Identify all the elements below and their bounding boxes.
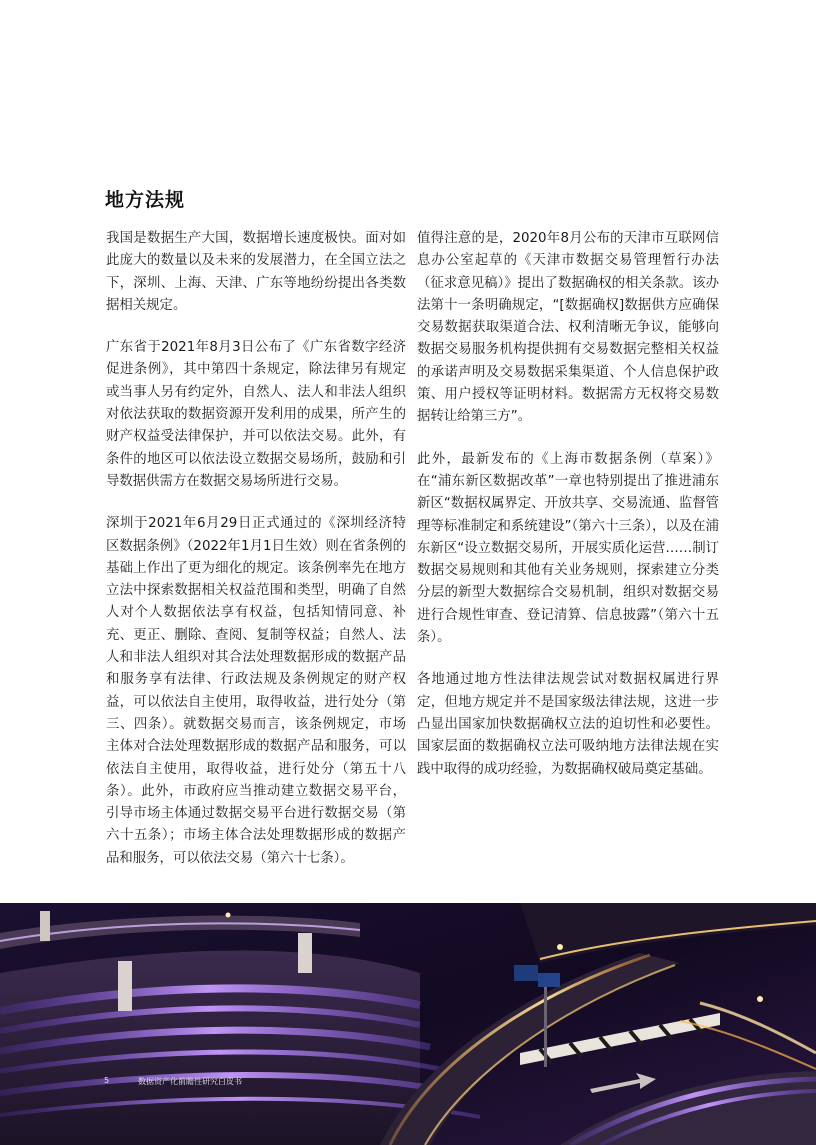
highway-illustration — [0, 903, 816, 1145]
paragraph: 深圳于2021年6月29日正式通过的《深圳经济特区数据条例》（2022年1月1日生效）则在省条例的基础上作出了更为细化的规定。该条例率先在地方立法中探索数据相关权益范围和类型，明确了自然人对个人数据依法享有权益，包括知情同意、补充、更正、删除、查阅、复制等权益；自然人、法人和非法人组织对其合法处理数据形成的数据产品和服务享有法律、行政法规及条例规定的财产权益，可以依法自主使用，取得收益，进行处分（第三、四条）。就数据交易而言，该条例规定，市场主体对合法处理数据形成的数据产品和服务，可以依法自主使用，取得收益，进行处分（第五十八条）。此外，市政府应当推动建立数据交易平台，引导市场主体通过数据交易平台进行数据交易（第六十五条）；市场主体合法处理数据形成的数据产品和服务，可以依法交易（第六十七条）。 — [106, 516, 406, 866]
document-title: 数据资产化前瞻性研究白皮书 — [138, 1077, 242, 1086]
street-lamp — [226, 913, 231, 918]
paragraph: 我国是数据生产大国，数据增长速度极快。面对如此庞大的数量以及未来的发展潜力，在全国立法之下，深圳、上海、天津、广东等地纷纷提出各类数据相关规定。 — [106, 231, 406, 313]
street-lamp — [757, 996, 763, 1002]
page-number: 5 — [104, 1076, 110, 1085]
left-column — [106, 228, 406, 890]
sign-pole — [544, 987, 547, 1067]
road-sign — [514, 965, 538, 981]
paragraph: 此外，最新发布的《上海市数据条例（草案）》在“浦东新区数据改革”一章也特别提出了推进浦东新区“数据权属界定、开放共享、交易流通、监督管理等标准制定和系统建设”（第六十三条），以及在浦东新区“设立数据交易所，开展实质化运营……制订数据交易规则和其他有关业务规则，探索建立分类分层的新型大数据综合交易机制，组织对数据交易进行合规性审查、登记清算、信息披露”（第六十五条）。 — [417, 451, 719, 646]
highway-night-photo — [0, 903, 816, 1145]
section-title: 地方法规 — [105, 189, 186, 211]
paragraph: 广东省于2021年8月3日公布了《广东省数字经济促进条例》，其中第四十条规定，除法律另有规定或当事人另有约定外，自然人、法人和非法人组织对依法获取的数据资源开发利用的成果，所产生的财产权益受法律保护，并可以依法交易。此外，有条件的地区可以依法设立数据交易场所，鼓励和引导数据供需方在数据交易场所进行交易。 — [106, 340, 406, 489]
page-footer — [0, 1076, 816, 1094]
pillar — [118, 961, 132, 1011]
pillar — [298, 933, 312, 973]
right-column — [417, 228, 719, 801]
street-lamp — [557, 944, 563, 950]
road-sign — [538, 973, 560, 987]
paragraph: 值得注意的是，2020年8月公布的天津市互联网信息办公室起草的《天津市数据交易管理暂行办法（征求意见稿）》提出了数据确权的相关条款。该办法第十一条明确规定，“[数据确权]数据供方应确保交易数据获取渠道合法、权利清晰无争议，能够向数据交易服务机构提供拥有交易数据完整相关权益的承诺声明及交易数据采集渠道、个人信息保护政策、用户授权等证明材料。数据需方无权将交易数据转让给第三方”。 — [417, 231, 719, 425]
pillar — [40, 911, 50, 941]
paragraph: 各地通过地方性法律法规尝试对数据权属进行界定，但地方规定并不是国家级法律法规，这进一步凸显出国家加快数据确权立法的迫切性和必要性。国家层面的数据确权立法可吸纳地方法律法规在实践中取得的成功经验，为数据确权破局奠定基础。 — [417, 672, 719, 777]
road-surface-left — [0, 951, 420, 1145]
